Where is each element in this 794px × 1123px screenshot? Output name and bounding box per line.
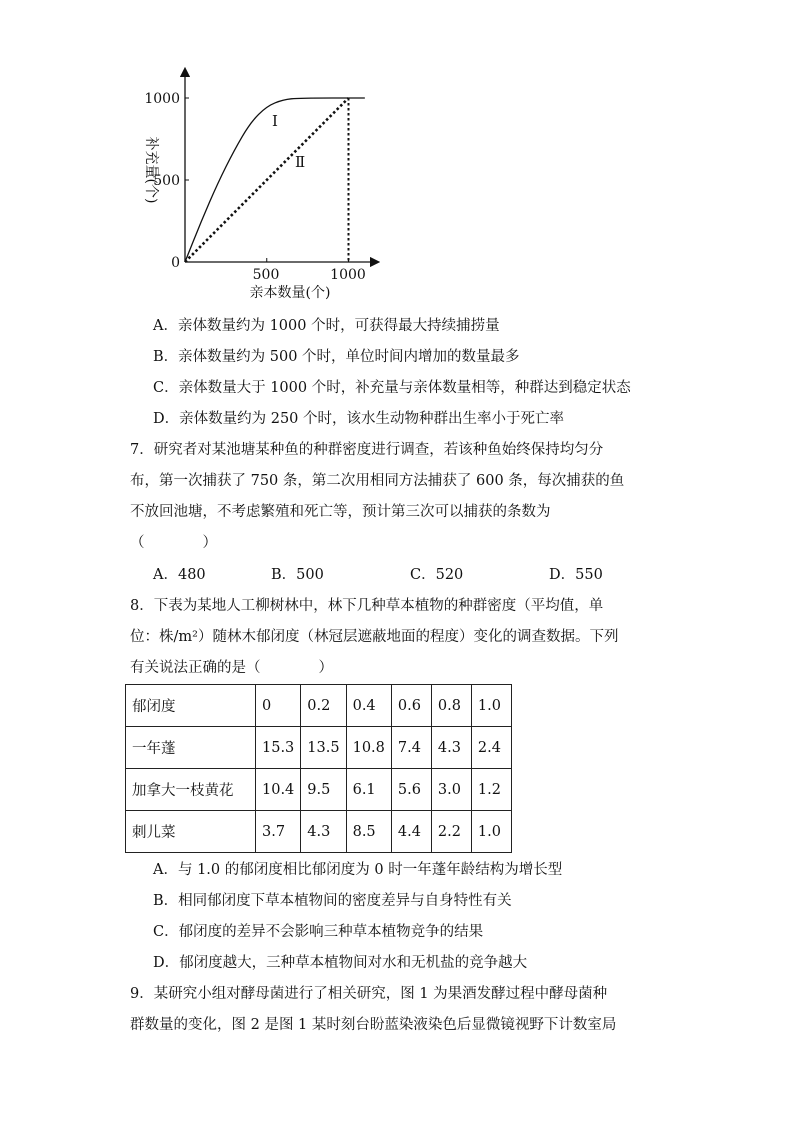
q8-option-d: D．郁闭度越大，三种草本植物间对水和无机盐的竞争越大: [153, 955, 528, 971]
x-axis-label: 亲本数量(个): [249, 285, 331, 301]
table-cell: 0.2: [301, 685, 346, 727]
y-tick-label-500: 500: [153, 173, 180, 189]
table-row: [126, 769, 512, 811]
table-cell: 加拿大一枝黄花: [126, 769, 256, 811]
table-cell: 10.4: [256, 769, 301, 811]
q6-option-d: D．亲体数量约为 250 个时，该水生动物种群出生率小于死亡率: [153, 411, 565, 427]
q7-stem-line-1: 7．研究者对某池塘某种鱼的种群密度进行调查，若该种鱼始终保持均匀分: [130, 442, 604, 458]
table-cell: 刺儿菜: [126, 811, 256, 853]
q7-option-a: A．480: [153, 567, 206, 583]
table-row: [126, 727, 512, 769]
table-cell: 1.0: [471, 811, 511, 853]
y-axis-label: 补充量(个): [143, 136, 159, 204]
q8-stem-line-2: 位：株/m²）随林木郁闭度（林冠层遮蔽地面的程度）变化的调查数据。下列: [130, 629, 619, 645]
q8-option-a: A．与 1.0 的郁闭度相比郁闭度为 0 时一年蓬年龄结构为增长型: [153, 862, 563, 878]
q7-option-c: C．520: [410, 567, 464, 583]
table-cell: 13.5: [301, 727, 346, 769]
q8-option-b: B．相同郁闭度下草本植物间的密度差异与自身特性有关: [153, 893, 512, 909]
table-cell: 15.3: [256, 727, 301, 769]
table-cell: 5.6: [391, 769, 431, 811]
table-cell: 1.2: [471, 769, 511, 811]
q8-option-c: C．郁闭度的差异不会影响三种草本植物竞争的结果: [153, 924, 484, 940]
series-line-2: [185, 98, 349, 262]
recruitment-chart: [130, 60, 380, 310]
table-cell: 一年蓬: [126, 727, 256, 769]
table-cell: 3.0: [431, 769, 471, 811]
q9-stem-line-2: 群数量的变化，图 2 是图 1 某时刻台盼蓝染液染色后显微镜视野下计数室局: [130, 1017, 617, 1033]
q7-stem-line-3: 不放回池塘，不考虑繁殖和死亡等，预计第三次可以捕获的条数为: [130, 504, 551, 520]
table-cell: 4.3: [431, 727, 471, 769]
q6-option-b: B．亲体数量约为 500 个时，单位时间内增加的数量最多: [153, 349, 520, 365]
table-cell: 0.6: [391, 685, 431, 727]
table-cell: 0: [256, 685, 301, 727]
canopy-density-table: [125, 684, 512, 853]
q7-answer-blank: （ ）: [130, 535, 217, 551]
table-cell: 2.2: [431, 811, 471, 853]
y-tick-label-0: 0: [171, 255, 180, 271]
table-cell: 4.4: [391, 811, 431, 853]
table-row: [126, 811, 512, 853]
y-tick-label-1000: 1000: [144, 91, 180, 107]
q9-stem-line-1: 9．某研究小组对酵母菌进行了相关研究，图 1 为果酒发酵过程中酵母菌种: [130, 986, 608, 1002]
q8-stem-line-3: 有关说法正确的是（ ）: [130, 660, 333, 676]
table-cell: 郁闭度: [126, 685, 256, 727]
table-cell: 9.5: [301, 769, 346, 811]
table-cell: 0.4: [346, 685, 391, 727]
q7-stem-line-2: 布，第一次捕获了 750 条，第二次用相同方法捕获了 600 条，每次捕获的鱼: [130, 473, 625, 489]
q6-option-c: C．亲体数量大于 1000 个时，补充量与亲体数量相等，种群达到稳定状态: [153, 380, 631, 396]
table-cell: 4.3: [301, 811, 346, 853]
table-cell: 7.4: [391, 727, 431, 769]
table-cell: 0.8: [431, 685, 471, 727]
table-cell: 10.8: [346, 727, 391, 769]
table-row: [126, 685, 512, 727]
q7-option-d: D．550: [549, 567, 603, 583]
x-tick-label-1000: 1000: [330, 267, 366, 283]
table-cell: 8.5: [346, 811, 391, 853]
series-label-1: Ⅰ: [272, 112, 278, 130]
q6-option-a: A．亲体数量约为 1000 个时，可获得最大持续捕捞量: [153, 318, 500, 334]
series-label-2: Ⅱ: [295, 153, 306, 171]
q8-stem-line-1: 8．下表为某地人工柳树林中，林下几种草本植物的种群密度（平均值，单: [130, 598, 604, 614]
table-cell: 6.1: [346, 769, 391, 811]
table-cell: 3.7: [256, 811, 301, 853]
q7-option-b: B．500: [271, 567, 324, 583]
x-tick-label-500: 500: [252, 267, 280, 283]
table-cell: 1.0: [471, 685, 511, 727]
table-cell: 2.4: [471, 727, 511, 769]
